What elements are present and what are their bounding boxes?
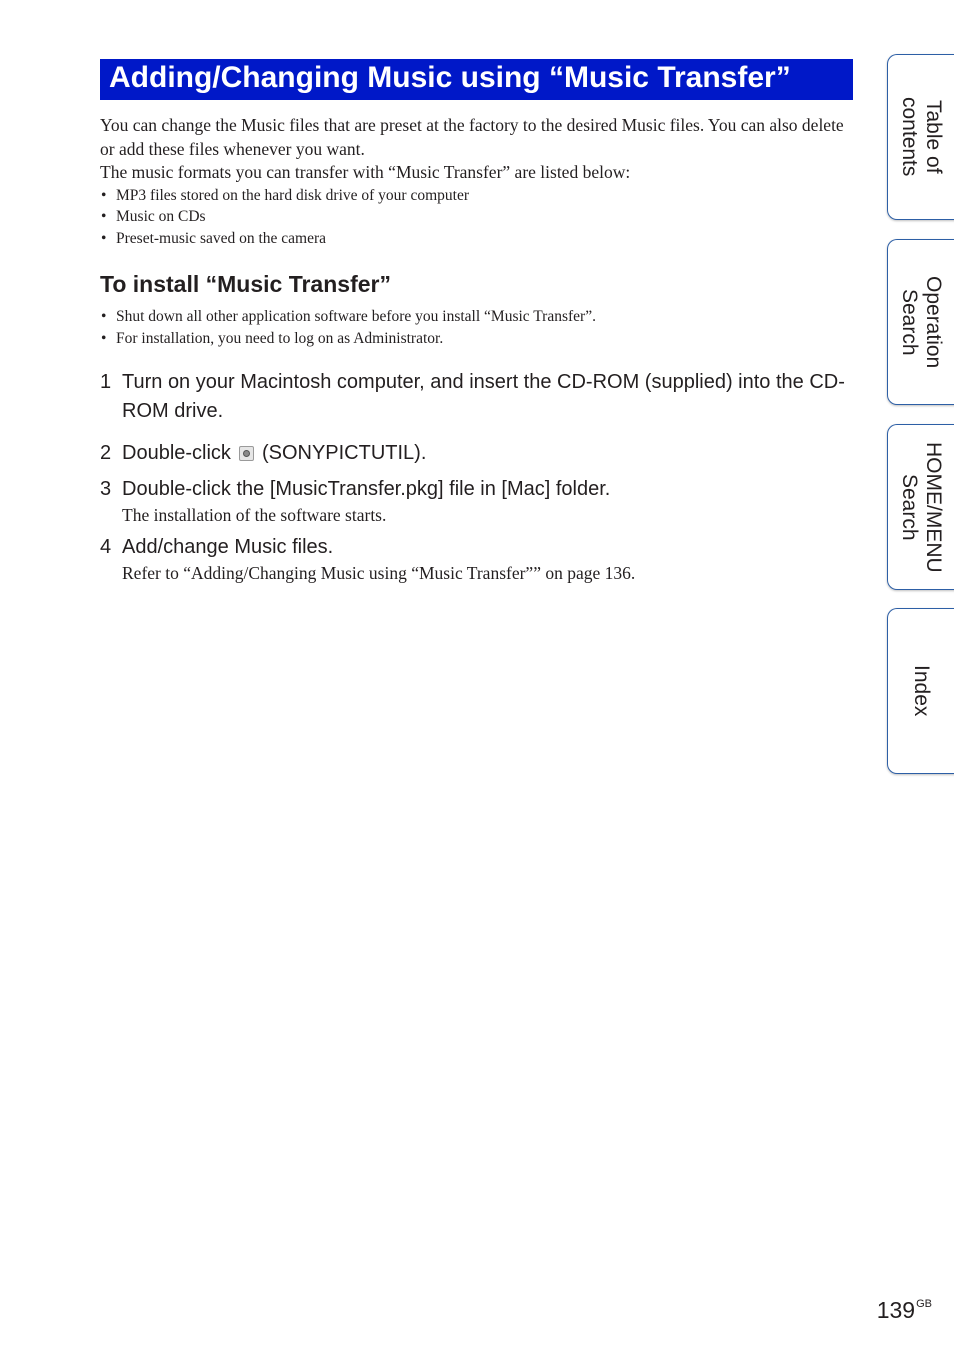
step-text: Double-click the [MusicTransfer.pkg] file in [Mac] folder. — [122, 478, 611, 500]
page-title: Adding/Changing Music using “Music Transfer” — [109, 61, 791, 94]
page-number-value: 139 — [876, 1297, 916, 1323]
intro-paragraph: You can change the Music files that are preset at the factory to the desired Music files. You can also delete or add these files whenever you want. — [100, 115, 844, 159]
page-number — [877, 1288, 932, 1326]
notes-list — [100, 306, 856, 349]
tab-label: Index — [910, 665, 933, 717]
step-text: (SONYPICTUTIL). — [261, 442, 427, 464]
install-steps — [100, 368, 856, 591]
step-instruction — [100, 368, 856, 425]
step-item — [100, 439, 856, 475]
tab-table-of-contents[interactable] — [887, 54, 954, 220]
note-item: • Shut down all other application software before you install “Music Transfer”. — [100, 306, 856, 328]
step-number: 2 — [100, 442, 112, 464]
note-item: • For installation, you need to log on as Administrator. — [100, 328, 856, 350]
sonypictutil-disc-icon — [239, 446, 254, 461]
step-item — [100, 368, 856, 439]
tab-label: HOME/MENU Search — [898, 441, 945, 573]
step-number: 1 — [100, 371, 112, 393]
format-list-item: • Music on CDs — [100, 206, 856, 228]
intro-section — [100, 114, 856, 249]
format-list-item: • Preset-music saved on the camera — [100, 228, 856, 250]
step-text: Double-click — [122, 442, 231, 464]
tab-label: Operation Search — [898, 275, 945, 369]
page-number-suffix: GB — [916, 1298, 932, 1310]
step-instruction — [100, 533, 856, 562]
side-tab-navigation — [887, 0, 954, 800]
intro-paragraph: The music formats you can transfer with “Music Transfer” are listed below: — [100, 162, 631, 182]
step-text: Add/change Music files. — [122, 536, 334, 558]
step-number: 3 — [100, 478, 112, 500]
install-heading: To install “Music Transfer” — [100, 271, 391, 297]
step-instruction — [100, 439, 856, 468]
step-number: 4 — [100, 536, 112, 558]
tab-home-menu-search[interactable] — [887, 424, 954, 590]
step-item — [100, 475, 856, 533]
install-notes — [100, 306, 856, 349]
step-instruction — [100, 475, 856, 504]
tab-label: Table of contents — [898, 97, 945, 177]
step-result: The installation of the software starts. — [122, 504, 387, 525]
step-text: Turn on your Macintosh computer, and insert the CD-ROM (supplied) into the CD-ROM drive. — [122, 371, 845, 422]
step-cross-reference: Refer to “Adding/Changing Music using “Music Transfer”” on page 136. — [122, 562, 636, 583]
format-list — [100, 185, 856, 250]
format-list-item: • MP3 files stored on the hard disk drive of your computer — [100, 185, 856, 207]
tab-index[interactable] — [887, 608, 954, 774]
title-bar — [100, 59, 853, 100]
step-item — [100, 533, 856, 591]
tab-operation-search[interactable] — [887, 239, 954, 405]
